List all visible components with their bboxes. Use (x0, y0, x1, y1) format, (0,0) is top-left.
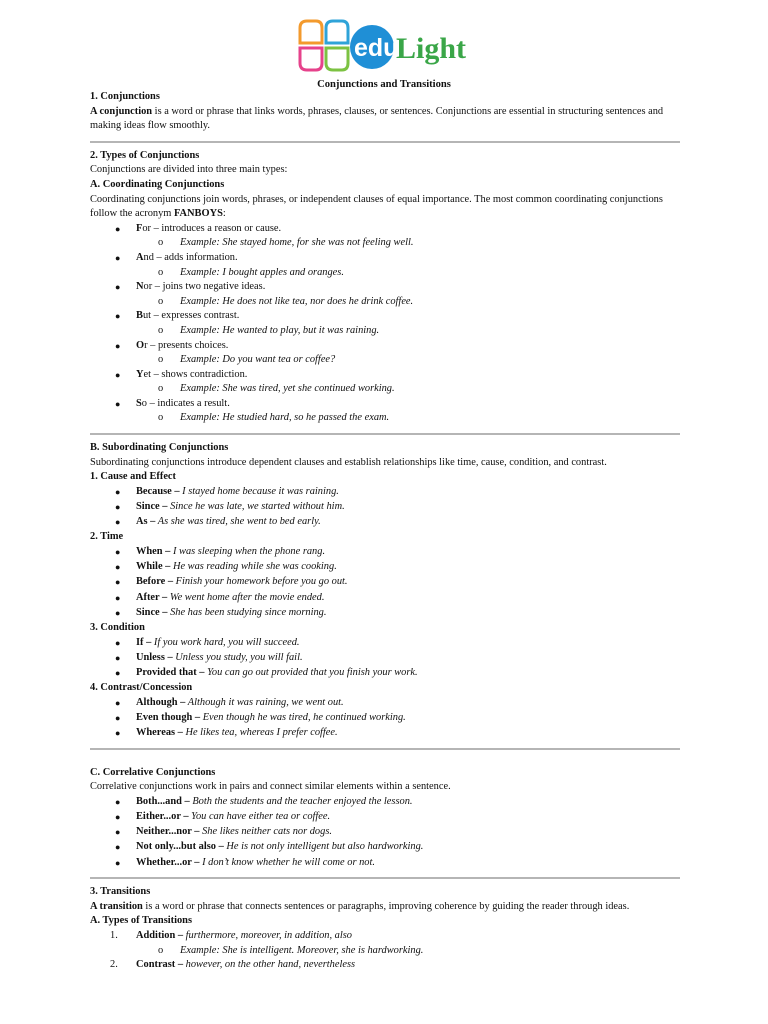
correlative-list (90, 795, 680, 870)
list-number: 2. (110, 959, 118, 971)
bullet-icon: ● (115, 607, 121, 618)
bullet-icon: ● (115, 252, 121, 263)
example-text: She has been studying since morning. (167, 606, 327, 618)
example-text: Although it was raining, we went out. (185, 696, 344, 708)
subordinating-item (90, 666, 680, 681)
term-conjunction: A conjunction (90, 105, 153, 117)
bullet-icon: ● (115, 637, 121, 648)
example-text: Unless you study, you will fail. (172, 651, 303, 663)
correlative-item (90, 825, 680, 840)
logo-brand-edu: edu (354, 34, 399, 62)
example-item (90, 324, 680, 339)
subordinating-item (90, 606, 680, 621)
transition-term: Contrast – (136, 959, 184, 971)
bullet-icon: ● (115, 667, 121, 678)
example-text: Example: He studied hard, so he passed the exam. (180, 412, 390, 424)
subordinating-item (90, 575, 680, 590)
section-heading-conjunctions: 1. Conjunctions (90, 91, 160, 102)
example-item (90, 295, 680, 310)
conjunction-term: After – (136, 591, 168, 603)
fanboys-item (90, 339, 680, 354)
conjunction-initial: F (136, 222, 143, 234)
example-item (90, 411, 680, 426)
bullet-icon: ● (115, 517, 121, 528)
conjunction-description: – expresses contrast. (151, 310, 240, 322)
subordinating-item (90, 651, 680, 666)
document-title: Conjunctions and Transitions (317, 79, 451, 90)
subordinating-item (90, 726, 680, 741)
subheading-subordinating: B. Subordinating Conjunctions (90, 442, 229, 454)
bullet-icon: ● (115, 311, 121, 322)
example-item (90, 236, 680, 251)
conjunction-rest: o (141, 397, 147, 409)
group-list (90, 545, 680, 620)
conjunction-term: Although – (136, 696, 186, 708)
conjunction-term: Not only...but also – (136, 841, 224, 853)
example-text: He is not only intelligent but also hardworking. (223, 841, 424, 853)
example-item (90, 266, 680, 281)
coordinating-colon: : (222, 208, 226, 220)
example-text: He likes tea, whereas I prefer coffee. (182, 727, 338, 739)
conjunction-description: – shows contradiction. (151, 368, 248, 380)
conjunction-term: While – (136, 561, 171, 573)
edulight-logo (298, 18, 478, 78)
group-heading: 3. Condition (90, 621, 145, 633)
example-text: Example: He does not like tea, nor does he drink coffee. (180, 295, 414, 307)
definition-text: is a word or phrase that links words, phrases, clauses, or sentences. Conjunctions are essential in structuring sentences and making ideas flow smoothly. (90, 105, 664, 132)
example-text: Example: She stayed home, for she was not feeling well. (180, 237, 414, 249)
section-heading-transitions: 3. Transitions (90, 886, 151, 898)
conjunction-term: Since – (136, 606, 168, 618)
conjunction-term: Even though – (136, 711, 201, 723)
bullet-icon: ● (115, 282, 121, 293)
transition-definition-text: is a word or phrase that connects sentences or paragraphs, improving coherence by guiding the reader through ideas. (142, 900, 630, 912)
subordinating-item (90, 711, 680, 726)
sub-bullet-icon: o (158, 324, 164, 336)
subordinating-item (90, 500, 680, 515)
bullet-icon: ● (115, 369, 121, 380)
transition-words: furthermore, moreover, in addition, also (183, 929, 352, 941)
transition-type-item (90, 929, 680, 944)
fanboys-item (90, 309, 680, 324)
example-item (90, 353, 680, 368)
bullet-icon: ● (115, 340, 121, 351)
bullet-icon: ● (115, 502, 121, 513)
list-number: 1. (110, 929, 118, 941)
fanboys-item (90, 397, 680, 412)
bullet-icon: ● (115, 592, 121, 603)
example-text: Example: Do you want tea or coffee? (180, 354, 336, 366)
conjunction-rest: or (143, 281, 153, 293)
conjunction-term: Neither...nor – (136, 826, 200, 838)
fanboys-item (90, 368, 680, 383)
correlative-item (90, 810, 680, 825)
bullet-icon: ● (115, 857, 121, 868)
conjunction-rest: r (144, 339, 148, 351)
sub-bullet-icon: o (158, 354, 164, 366)
subordinating-item (90, 591, 680, 606)
group-heading: 4. Contrast/Concession (90, 682, 193, 694)
conjunction-description: – indicates a result. (146, 397, 230, 409)
sub-bullet-icon: o (158, 383, 164, 395)
example-text: I was sleeping when the phone rang. (170, 546, 326, 557)
conjunction-initial: O (136, 339, 145, 351)
example-text: You can go out provided that you finish your work. (204, 666, 418, 678)
bullet-icon: ● (115, 577, 121, 588)
example-text: Finish your homework before you go out. (173, 576, 348, 588)
fanboys-list (90, 222, 680, 426)
conjunction-term: As – (136, 516, 156, 528)
conjunction-term: Unless – (136, 651, 173, 663)
bullet-icon: ● (115, 842, 121, 853)
subheading-correlative: C. Correlative Conjunctions (90, 766, 216, 778)
conjunction-description: – presents choices. (147, 339, 229, 351)
correlative-item (90, 856, 680, 871)
example-text: He was reading while she was cooking. (170, 561, 337, 573)
fanboys-acronym: FANBOYS (173, 208, 223, 220)
conjunction-rest: nd (143, 251, 154, 263)
example-item (90, 382, 680, 397)
transition-types-list (90, 929, 680, 973)
divider (90, 877, 680, 879)
conjunction-description: – adds information. (153, 251, 238, 263)
conjunction-description: – introduces a reason or cause. (151, 222, 282, 234)
sub-bullet-icon: o (158, 412, 164, 424)
bullet-icon: ● (115, 223, 121, 234)
subordinating-item (90, 485, 680, 500)
conjunction-term: Before – (136, 576, 174, 588)
conjunction-definition (90, 105, 680, 134)
conjunction-description: – joins two negative ideas. (152, 281, 266, 293)
example-text: Example: She is intelligent. Moreover, she is hardworking. (180, 944, 424, 956)
bullet-icon: ● (115, 796, 121, 807)
bullet-icon: ● (115, 547, 121, 557)
sub-bullet-icon: o (158, 237, 164, 249)
subordinating-item (90, 560, 680, 575)
transition-type-item (90, 958, 680, 973)
conjunction-rest: et (143, 368, 152, 380)
sub-bullet-icon: o (158, 944, 164, 956)
conjunction-term: Since – (136, 501, 168, 513)
clover-icon (300, 21, 348, 70)
transition-definition (90, 900, 680, 915)
conjunction-term: Because – (136, 485, 180, 497)
bullet-icon: ● (115, 712, 121, 723)
group-list (90, 485, 680, 530)
group-heading: 1. Cause and Effect (90, 471, 177, 483)
divider (90, 141, 680, 143)
example-item (90, 944, 680, 959)
conjunction-term: Either...or – (136, 811, 189, 823)
conjunction-initial: B (136, 310, 143, 322)
example-text: If you work hard, you will succeed. (151, 636, 300, 648)
conjunction-term: Whether...or – (136, 856, 200, 868)
subordinating-item (90, 545, 680, 560)
example-text: Both the students and the teacher enjoyed the lesson. (189, 795, 413, 807)
divider (90, 748, 680, 750)
fanboys-item (90, 280, 680, 295)
subheading-coordinating: A. Coordinating Conjunctions (90, 178, 225, 190)
group-heading: 2. Time (90, 531, 124, 543)
subordinating-groups (90, 470, 680, 740)
subordinating-item (90, 515, 680, 530)
conjunction-initial: A (136, 251, 144, 263)
group-list (90, 696, 680, 741)
conjunction-term: Provided that – (136, 666, 205, 678)
conjunction-rest: ut (142, 310, 152, 322)
conjunction-initial: S (136, 397, 142, 409)
example-text: Since he was late, we started without him. (167, 501, 345, 513)
subordinating-item (90, 696, 680, 711)
transition-term: Addition – (136, 929, 184, 941)
bullet-icon: ● (115, 728, 121, 739)
group-list (90, 636, 680, 681)
conjunction-term: Both...and – (136, 795, 190, 807)
example-text: She likes neither cats nor dogs. (199, 826, 332, 838)
example-text: I don’t know whether he will come or not. (199, 856, 375, 868)
term-transition: A transition (90, 900, 143, 912)
conjunction-term: If – (136, 636, 152, 648)
conjunction-term: When – (136, 546, 171, 557)
sub-bullet-icon: o (158, 266, 164, 278)
example-text: Example: I bought apples and oranges. (180, 266, 344, 278)
subordinating-item (90, 636, 680, 651)
example-text: As she was tired, she went to bed early. (155, 516, 321, 528)
divider (90, 433, 680, 435)
conjunction-term: Whereas – (136, 727, 183, 739)
coordinating-text: Coordinating conjunctions join words, phrases, or independent clauses of equal importance. The most common coordinating conjunctions follow the acronym (90, 193, 663, 220)
example-text: You can have either tea or coffee. (188, 811, 331, 823)
example-text: Even though he was tired, he continued working. (200, 711, 406, 723)
conjunction-initial: N (136, 281, 144, 293)
bullet-icon: ● (115, 562, 121, 573)
bullet-icon: ● (115, 652, 121, 663)
example-text: We went home after the movie ended. (167, 591, 325, 603)
document-body (90, 90, 680, 973)
subordinating-description: Subordinating conjunctions introduce dependent clauses and establish relationships like time, cause, condition, and contrast. (90, 456, 607, 468)
bullet-icon: ● (115, 398, 121, 409)
subheading-transition-types: A. Types of Transitions (90, 915, 193, 927)
correlative-description: Correlative conjunctions work in pairs and connect similar elements within a sentence. (90, 781, 451, 793)
correlative-item (90, 795, 680, 810)
sub-bullet-icon: o (158, 295, 164, 307)
types-intro: Conjunctions are divided into three main types: (90, 164, 288, 176)
coordinating-description (90, 193, 680, 222)
bullet-icon: ● (115, 827, 121, 838)
fanboys-item (90, 222, 680, 237)
example-text: Example: He wanted to play, but it was raining. (180, 324, 380, 336)
transition-words: however, on the other hand, nevertheless (183, 959, 356, 971)
bullet-icon: ● (115, 697, 121, 708)
example-text: I stayed home because it was raining. (179, 485, 339, 497)
logo-brand-light: Light (396, 32, 467, 65)
conjunction-initial: Y (136, 368, 144, 380)
conjunction-rest: or (142, 222, 152, 234)
section-heading-types: 2. Types of Conjunctions (90, 149, 200, 161)
bullet-icon: ● (115, 812, 121, 823)
correlative-item (90, 840, 680, 855)
example-text: Example: She was tired, yet she continued working. (180, 383, 395, 395)
bullet-icon: ● (115, 486, 121, 497)
fanboys-item (90, 251, 680, 266)
